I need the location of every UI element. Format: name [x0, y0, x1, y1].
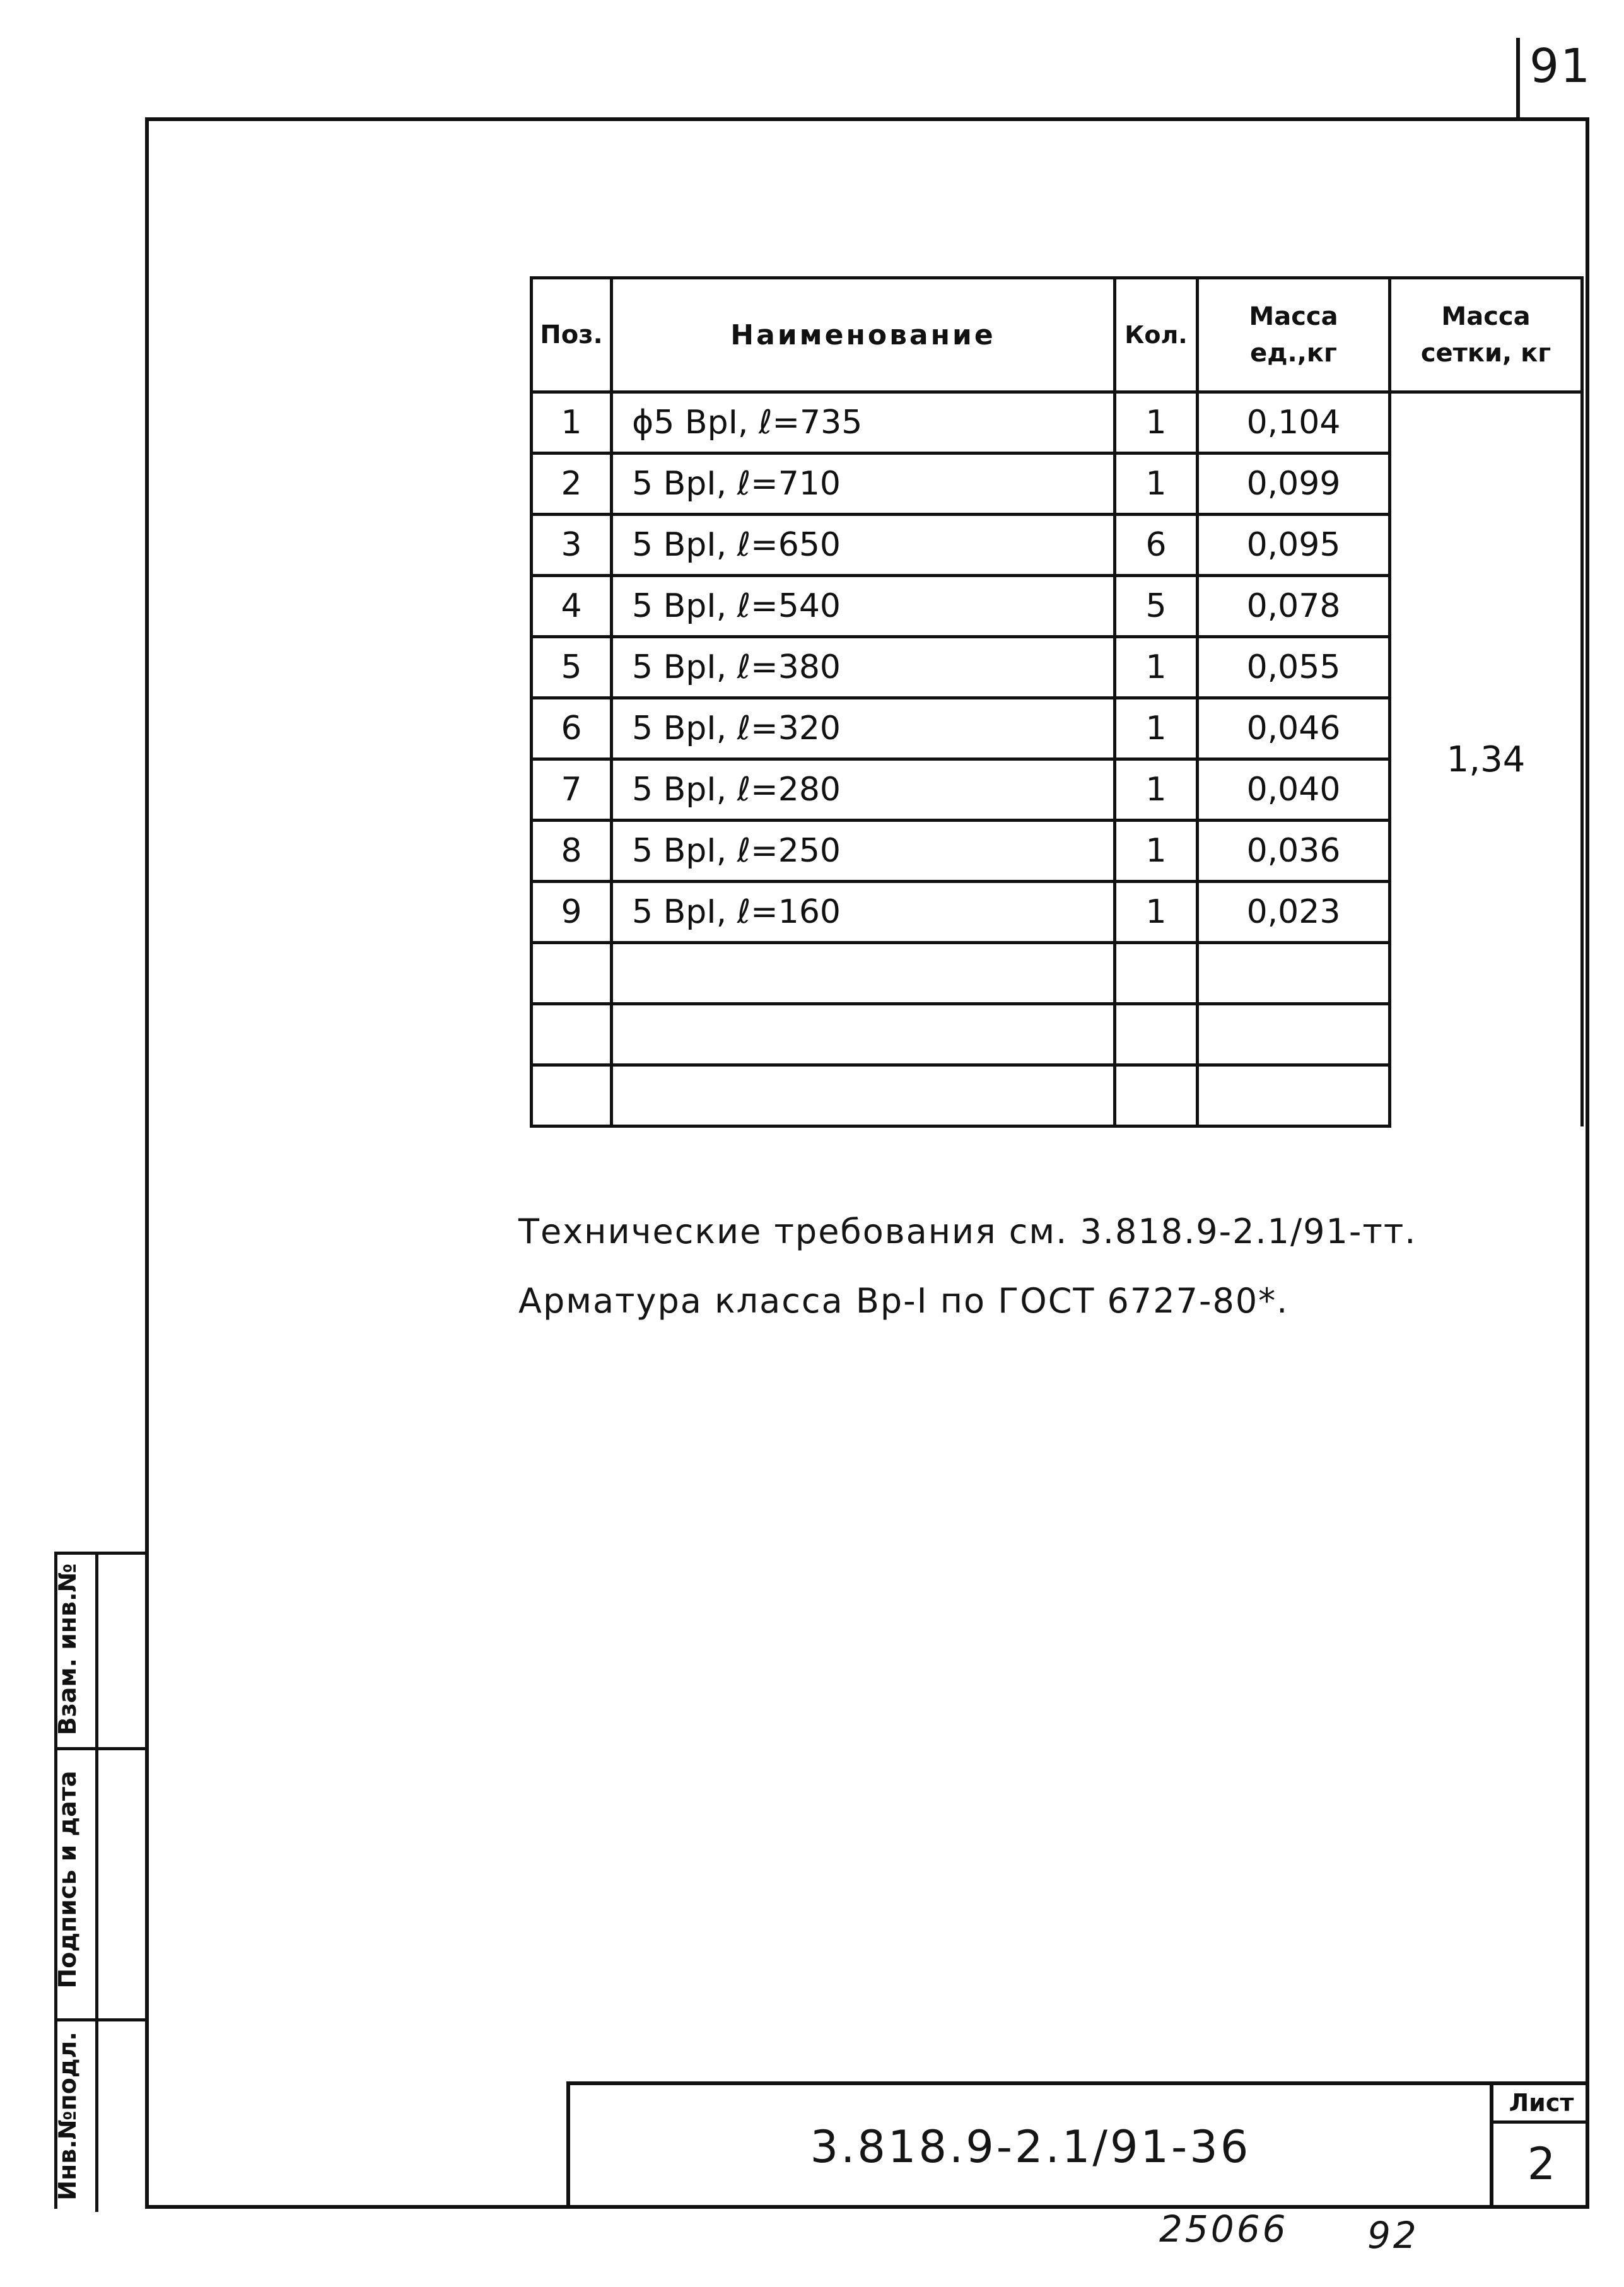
empty-cell [532, 1004, 612, 1065]
header-mass-unit [1198, 278, 1390, 392]
row-name: 5 ВрI, ℓ=160 [612, 882, 1115, 943]
row-name: 5 ВрI, ℓ=280 [612, 759, 1115, 821]
empty-cell [1115, 1004, 1198, 1065]
header-pos: Поз. [532, 278, 612, 392]
row-qty: 1 [1115, 882, 1198, 943]
note-technical-requirements: Технические требования см. 3.818.9-2.1/91-тт. [518, 1212, 1417, 1251]
row-pos: 1 [532, 392, 612, 453]
total-mass: 1,34 [1390, 392, 1582, 1126]
title-block [566, 2081, 1589, 2209]
row-pos: 9 [532, 882, 612, 943]
row-name: 5 ВрI, ℓ=250 [612, 821, 1115, 882]
row-mass: 0,046 [1198, 698, 1390, 759]
row-pos: 3 [532, 515, 612, 576]
header-qty: Кол. [1115, 278, 1198, 392]
row-qty: 1 [1115, 698, 1198, 759]
row-qty: 1 [1115, 759, 1198, 821]
table-header-row [532, 278, 1582, 392]
row-mass: 0,023 [1198, 882, 1390, 943]
empty-cell [1115, 943, 1198, 1004]
row-name: 5 ВрI, ℓ=710 [612, 453, 1115, 515]
document-code: 3.818.9-2.1/91-36 [810, 2121, 1251, 2173]
row-name: 5 ВрI, ℓ=320 [612, 698, 1115, 759]
empty-cell [532, 943, 612, 1004]
header-mass-unit-line2: ед.,кг [1250, 339, 1337, 368]
row-mass: 0,099 [1198, 453, 1390, 515]
row-mass: 0,036 [1198, 821, 1390, 882]
side-label-signature-date: Подпись и дата [54, 1770, 81, 1989]
side-label-replacement-inv: Взам. инв.№ [54, 1563, 81, 1736]
header-mass-unit-line1: Масса [1249, 302, 1338, 331]
row-pos: 2 [532, 453, 612, 515]
row-pos: 4 [532, 576, 612, 637]
empty-cell [1198, 943, 1390, 1004]
row-pos: 6 [532, 698, 612, 759]
empty-cell [612, 1065, 1115, 1126]
side-stamp-divider [95, 1555, 98, 2212]
row-qty: 5 [1115, 576, 1198, 637]
row-mass: 0,104 [1198, 392, 1390, 453]
sheet-number: 2 [1527, 2138, 1556, 2190]
side-label-original-inv: Инв.№подл. [54, 2032, 81, 2201]
row-qty: 1 [1115, 821, 1198, 882]
row-pos: 7 [532, 759, 612, 821]
empty-cell [1115, 1065, 1198, 1126]
header-mass-total-line1: Масса [1441, 302, 1531, 331]
row-mass: 0,095 [1198, 515, 1390, 576]
row-mass: 0,040 [1198, 759, 1390, 821]
row-name: 5 ВрI, ℓ=540 [612, 576, 1115, 637]
empty-cell [1198, 1004, 1390, 1065]
header-mass-total-line2: сетки, кг [1420, 339, 1551, 368]
notes [518, 1197, 1464, 1336]
row-qty: 6 [1115, 515, 1198, 576]
row-name: 5 ВрI, ℓ=380 [612, 637, 1115, 698]
side-stamp [54, 1552, 145, 2209]
header-mass-total [1390, 278, 1582, 392]
row-qty: 1 [1115, 453, 1198, 515]
row-name: ϕ5 ВрI, ℓ=735 [612, 392, 1115, 453]
row-mass: 0,078 [1198, 576, 1390, 637]
note-reinforcement-class: Арматура класса Вр-I по ГОСТ 6727-80*. [518, 1281, 1289, 1321]
row-pos: 5 [532, 637, 612, 698]
table-row [532, 392, 1582, 453]
row-qty: 1 [1115, 392, 1198, 453]
sheet-box [1490, 2085, 1589, 2209]
row-name: 5 ВрI, ℓ=650 [612, 515, 1115, 576]
row-mass: 0,055 [1198, 637, 1390, 698]
empty-cell [612, 943, 1115, 1004]
page-number: 91 [1529, 39, 1592, 93]
sheet-label: Лист [1493, 2085, 1589, 2124]
empty-cell [532, 1065, 612, 1126]
row-pos: 8 [532, 821, 612, 882]
specification-table [530, 276, 1584, 1128]
order-number: 92 [1367, 2214, 1419, 2257]
empty-cell [1198, 1065, 1390, 1126]
header-name: Наименование [612, 278, 1115, 392]
empty-cell [612, 1004, 1115, 1065]
inventory-number: 25066 [1159, 2208, 1288, 2250]
row-qty: 1 [1115, 637, 1198, 698]
page-number-rule [1516, 38, 1520, 119]
